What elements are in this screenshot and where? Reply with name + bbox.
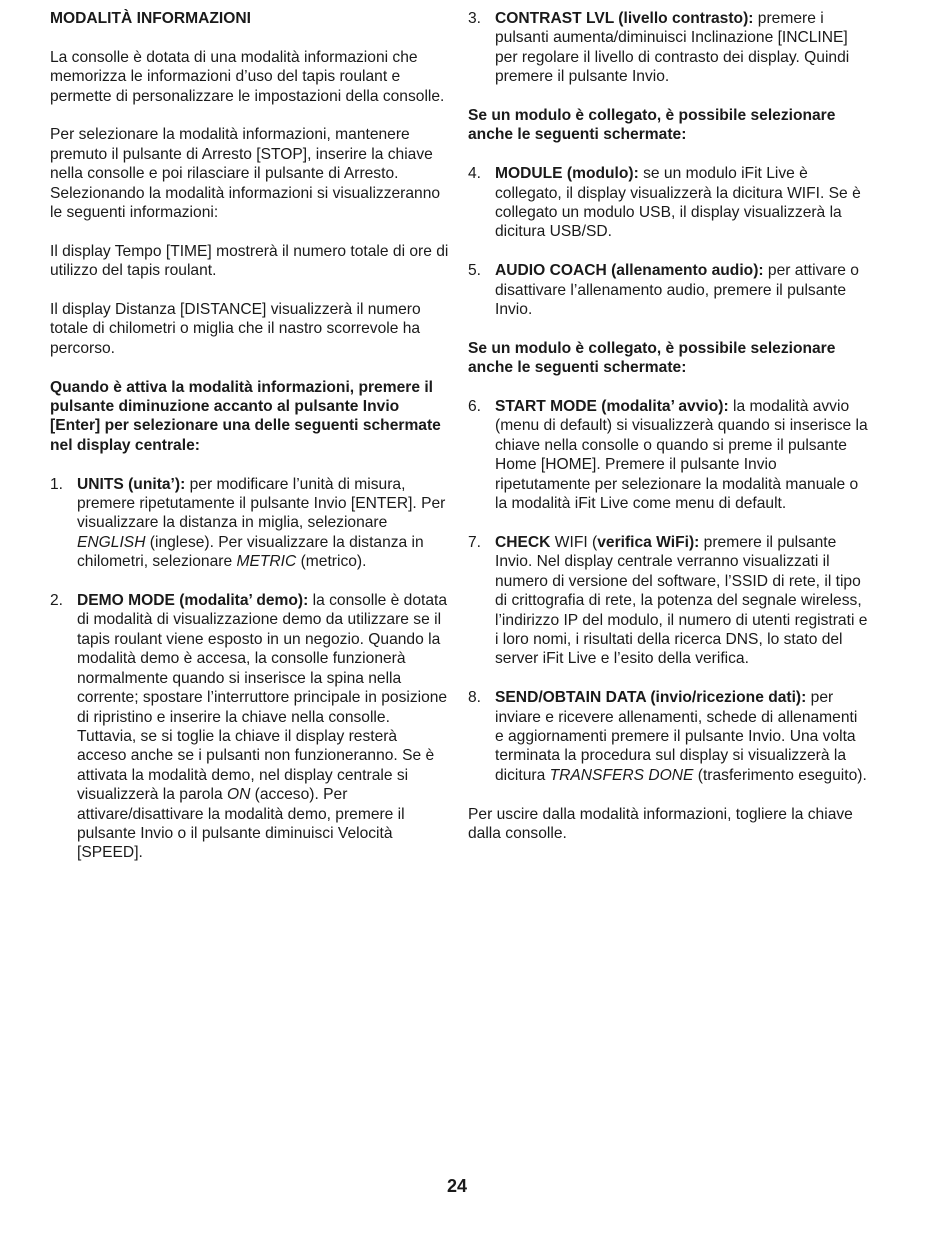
module-note: Se un modulo è collegato, è possibile selezionare anche le seguenti schermate:	[468, 107, 836, 144]
item-text: la consolle è dotata di modalità di visualizzazione demo da utilizzare se il tapis roulant viene esposto in un negozio. Quando la modalità demo è accesa, la consolle funzionerà normalmente quando si inserisce la spina nella corrente; spostare l’interruttore principale in posizione di ripristino e inserire la chiave nella consolle. Tuttavia, se si toglie la chiave il display resterà acceso anche se i pulsanti non funzioneranno. Se è attivata la modalità demo, nel display centrale si visualizzerà la parola	[77, 592, 448, 804]
list-item-audio-coach	[468, 261, 868, 319]
list-item-demo-mode	[50, 591, 450, 863]
item-emphasis: ON	[226, 786, 251, 804]
item-heading: START MODE (modalita’ avvio):	[495, 398, 729, 416]
item-text: per attivare o disattivare l’allenamento audio, premere il pulsante Invio.	[495, 262, 859, 319]
item-emphasis: TRANSFERS DONE	[549, 766, 694, 784]
item-text: se un modulo iFit Live è collegato, il display visualizzerà la dicitura WIFI. Se è collegato un modulo USB, il display visualizzerà la dicitura USB/SD.	[495, 165, 861, 241]
item-number: 4.	[468, 165, 482, 183]
item-number: 2.	[50, 592, 64, 610]
item-number: 3.	[468, 10, 482, 27]
item-heading: AUDIO COACH	[495, 262, 607, 280]
list-item-start-mode	[468, 397, 868, 513]
access-instructions: Per selezionare la modalità informazioni, mantenere premuto il pulsante di Arresto [STOP], inserire la chiave nella consolle e poi rilasciare il pulsante di Arresto. Selezionando la modalità informazioni si visualizzeranno le seguenti informazioni:	[50, 126, 441, 222]
list-item-contrast	[468, 9, 868, 87]
item-emphasis: METRIC	[236, 553, 297, 571]
time-display-info: Il display Tempo [TIME] mostrerà il numero totale di ore di utilizzo del tapis roulant.	[50, 242, 449, 280]
item-text: (acceso). Per attivare/disattivare la modalità demo, premere il pulsante Invio o il pulsante diminuisci Velocità [SPEED].	[77, 786, 405, 862]
item-heading-middle: WIFI (	[550, 533, 598, 551]
item-number: 7.	[468, 533, 482, 551]
module-note: Se un modulo è collegato, è possibile selezionare anche le seguenti schermate:	[468, 339, 836, 377]
item-heading: UNITS (unita’):	[77, 475, 186, 493]
item-heading-translation: (modulo):	[562, 165, 639, 183]
item-heading-translation: (allenamento audio):	[606, 262, 764, 280]
item-body	[495, 164, 868, 242]
left-column	[50, 9, 450, 882]
item-heading: CHECK	[495, 533, 551, 551]
item-emphasis: ENGLISH	[77, 533, 146, 551]
exit-instructions: Per uscire dalla modalità informazioni, togliere la chiave dalla consolle.	[468, 805, 853, 842]
item-body	[77, 475, 450, 572]
item-text: (metrico).	[296, 553, 367, 571]
item-heading: SEND/OBTAIN DATA (invio/ricezione dati):	[495, 689, 807, 707]
item-text: (inglese). Per visualizzare la distanza in chilometri, selezionare	[77, 533, 424, 571]
item-number: 8.	[468, 689, 482, 707]
item-heading: DEMO MODE (modalita’ demo):	[77, 592, 309, 610]
right-column	[468, 9, 868, 863]
list-item-send-obtain-data	[468, 688, 868, 785]
item-text: per modificare l’unità di misura, premere ripetutamente il pulsante Invio [ENTER]. Per visualizzare la distanza in miglia, selezionare	[77, 475, 446, 532]
item-number: 6.	[468, 398, 482, 416]
intro-paragraph: La consolle è dotata di una modalità informazioni che memorizza le informazioni d’uso del tapis roulant e permette di personalizzare le impostazioni della consolle.	[50, 48, 445, 105]
page-number: 24	[446, 1176, 468, 1196]
item-number: 1.	[50, 475, 64, 493]
item-heading: MODULE	[495, 165, 563, 183]
distance-display-info: Il display Distanza [DISTANCE] visualizzerà il numero totale di chilometri o miglia che il nastro scorrevole ha percorso.	[50, 301, 421, 357]
item-heading: CONTRAST LVL (livello contrasto):	[495, 10, 754, 27]
item-text: premere il pulsante Invio. Nel display centrale verranno visualizzati il numero di versione del software, l’SSID di rete, il tipo di crittografia di rete, la potenza del segnale wireless, l’indirizzo IP del modulo, il numero di utenti registrati e i loro nomi, i risultati della ricerca DNS, lo stato del server iFit Live e l’esito della verifica.	[495, 533, 868, 668]
item-text: (trasferimento eseguito).	[693, 766, 867, 784]
item-number: 5.	[468, 262, 482, 280]
list-item-module	[468, 164, 868, 242]
item-body	[495, 397, 868, 513]
item-text: premere i pulsanti aumenta/diminuisci Inclinazione [INCLINE] per regolare il livello di contrasto dei display. Quindi premere il pulsante Invio.	[495, 10, 850, 86]
item-body	[495, 688, 868, 785]
item-body	[495, 533, 868, 669]
screen-selection-instructions: Quando è attiva la modalità informazioni, premere il pulsante diminuzione accanto al pulsante Invio [Enter] per selezionare una delle seguenti schermate nel display centrale:	[50, 378, 441, 454]
list-item-units	[50, 475, 450, 572]
item-text: la modalità avvio (menu di default) si visualizzerà quando si inserisce la chiave nella consolle o quando si preme il pulsante Home [HOME]. Premere il pulsante Invio ripetutamente per selezionare la modalità manuale o la modalità iFit Live come menu di default.	[495, 398, 868, 513]
item-body	[495, 9, 868, 87]
section-title: MODALITÀ INFORMAZIONI	[50, 10, 251, 27]
item-heading-translation: verifica WiFi):	[597, 533, 700, 551]
item-body	[495, 261, 868, 319]
item-text: per inviare e ricevere allenamenti, schede di allenamenti e aggiornamenti premere il pulsante Invio. Una volta terminata la procedura sul display si visualizzerà la dicitura	[495, 689, 858, 784]
list-item-check-wifi	[468, 533, 868, 669]
item-body	[77, 591, 450, 863]
